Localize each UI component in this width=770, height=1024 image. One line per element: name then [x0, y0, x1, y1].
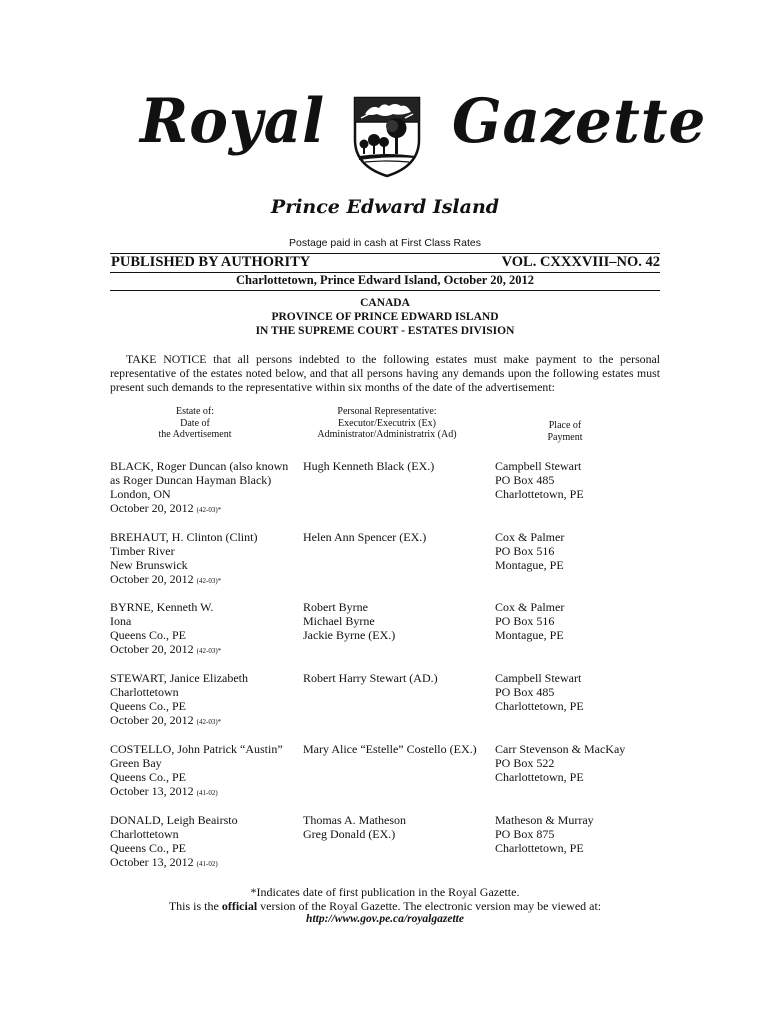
masthead-subtitle: Prince Edward Island [270, 196, 500, 218]
masthead-title-gazette: Gazette [452, 85, 707, 157]
column-header-line: Estate of: [175, 406, 215, 417]
column-header-representative [296, 406, 478, 441]
place-column [495, 600, 670, 642]
column-header-line: Administrator/Administratrix (Ad) [317, 429, 457, 440]
advertisement-date [110, 501, 305, 517]
official-note-bold: official [221, 899, 258, 913]
estate-column [110, 671, 305, 729]
estate-line: Timber River [110, 544, 175, 558]
place-line: PO Box 516 [495, 544, 555, 558]
issue-code: (42-03)* [196, 577, 222, 585]
place-column [495, 459, 670, 501]
advertisement-date [110, 642, 305, 658]
place-line: Montague, PE [495, 558, 564, 572]
estate-line: Charlottetown [110, 685, 179, 699]
heading-country: CANADA [360, 297, 410, 309]
estate-line: as Roger Duncan Hayman Black) [110, 473, 272, 487]
place-line: Carr Stevenson & MacKay [495, 742, 626, 756]
representative-line: Jackie Byrne (EX.) [303, 628, 396, 642]
place-line: PO Box 485 [495, 473, 555, 487]
place-line: Cox & Palmer [495, 600, 565, 614]
estate-line: New Brunswick [110, 558, 188, 572]
date-text: October 20, 2012 [110, 572, 194, 586]
representative-line: Helen Ann Spencer (EX.) [303, 530, 427, 544]
estate-line: Iona [110, 614, 132, 628]
place-column [495, 813, 670, 855]
estate-line: Queens Co., PE [110, 770, 186, 784]
column-header-estate [110, 406, 280, 441]
estate-line: Queens Co., PE [110, 699, 186, 713]
published-by-authority: PUBLISHED BY AUTHORITY [111, 254, 311, 270]
place-line: Campbell Stewart [495, 459, 582, 473]
column-header-line: Payment [547, 431, 583, 443]
issue-code: (42-03)* [196, 718, 222, 726]
issue-code: (41-02) [196, 860, 218, 868]
date-text: October 13, 2012 [110, 784, 194, 798]
place-line: Montague, PE [495, 628, 564, 642]
issue-code: (42-03)* [196, 647, 222, 655]
representative-line: Robert Harry Stewart (AD.) [303, 671, 438, 685]
representative-line: Robert Byrne [303, 600, 368, 614]
estate-line: DONALD, Leigh Beairsto [110, 813, 238, 827]
estate-column [110, 600, 305, 658]
estate-line: BYRNE, Kenneth W. [110, 600, 214, 614]
estate-column [110, 742, 305, 800]
place-line: PO Box 516 [495, 614, 555, 628]
representative-column [303, 530, 503, 544]
date-text: October 20, 2012 [110, 642, 194, 656]
representative-column [303, 742, 503, 756]
date-text: October 20, 2012 [110, 713, 194, 727]
advertisement-date [110, 784, 305, 800]
official-version-note [0, 899, 770, 914]
advertisement-date [110, 713, 305, 729]
column-header-line: Place of [548, 420, 582, 431]
place-line: PO Box 485 [495, 685, 555, 699]
representative-column [303, 671, 503, 685]
place-column [495, 530, 670, 572]
postage-line: Postage paid in cash at First Class Rates [288, 237, 481, 249]
divider-rule [110, 290, 660, 291]
place-line: Campbell Stewart [495, 671, 582, 685]
estate-line: Queens Co., PE [110, 628, 186, 642]
column-header-place [495, 420, 635, 443]
date-text: October 20, 2012 [110, 501, 194, 515]
notice-paragraph: TAKE NOTICE that all persons indebted to the following estates must make payment to the personal representative of the estates noted below, and that all persons having any demands upon the following estates must present such demands to the representative within six months of the date of the advertisement: [110, 352, 660, 394]
estate-column [110, 530, 305, 588]
place-line: PO Box 875 [495, 827, 555, 841]
representative-line: Greg Donald (EX.) [303, 827, 396, 841]
representative-column [303, 459, 503, 473]
place-line: PO Box 522 [495, 756, 555, 770]
official-note-pre: This is the [168, 899, 222, 913]
heading-court: IN THE SUPREME COURT - ESTATES DIVISION [255, 325, 515, 337]
advertisement-date [110, 572, 305, 588]
estate-column [110, 813, 305, 871]
masthead-title-royal: Royal [140, 85, 326, 157]
estate-line: BREHAUT, H. Clinton (Clint) [110, 530, 258, 544]
place-line: Charlottetown, PE [495, 841, 584, 855]
representative-line: Hugh Kenneth Black (EX.) [303, 459, 435, 473]
place-line: Charlottetown, PE [495, 699, 584, 713]
place-line: Cox & Palmer [495, 530, 565, 544]
estate-line: Queens Co., PE [110, 841, 186, 855]
representative-line: Thomas A. Matheson [303, 813, 406, 827]
estate-line: STEWART, Janice Elizabeth [110, 671, 249, 685]
issue-code: (42-03)* [196, 506, 222, 514]
estate-line: Green Bay [110, 756, 162, 770]
estate-line: BLACK, Roger Duncan (also known [110, 459, 289, 473]
representative-column [303, 813, 503, 841]
volume-number: VOL. CXXXVIII–NO. 42 [501, 254, 660, 270]
estate-column [110, 459, 305, 517]
place-column [495, 742, 670, 784]
place-line: Charlottetown, PE [495, 770, 584, 784]
estate-line: COSTELLO, John Patrick “Austin” [110, 742, 283, 756]
representative-line: Mary Alice “Estelle” Costello (EX.) [303, 742, 477, 756]
pei-coat-of-arms-icon [351, 96, 423, 178]
place-line: Matheson & Murray [495, 813, 594, 827]
gazette-url-link[interactable]: http://www.gov.pe.ca/royalgazette [306, 913, 464, 925]
column-header-line: Executor/Executrix (Ex) [337, 417, 436, 429]
representative-column [303, 600, 503, 642]
representative-line: Michael Byrne [303, 614, 375, 628]
heading-province: PROVINCE OF PRINCE EDWARD ISLAND [271, 311, 499, 323]
column-header-line: Personal Representative: [337, 406, 437, 417]
issue-code: (41-02) [196, 789, 218, 797]
place-line: Charlottetown, PE [495, 487, 584, 501]
dateline: Charlottetown, Prince Edward Island, October 20, 2012 [235, 273, 535, 287]
date-text: October 13, 2012 [110, 855, 194, 869]
estate-line: London, ON [110, 487, 171, 501]
column-header-line: the Advertisement [158, 429, 232, 440]
estate-line: Charlottetown [110, 827, 179, 841]
first-publication-note: *Indicates date of first publication in the Royal Gazette. [250, 885, 520, 899]
column-header-line: Date of [180, 417, 210, 429]
place-column [495, 671, 670, 713]
official-note-post: version of the Royal Gazette. The electronic version may be viewed at: [257, 899, 602, 913]
advertisement-date [110, 855, 305, 871]
